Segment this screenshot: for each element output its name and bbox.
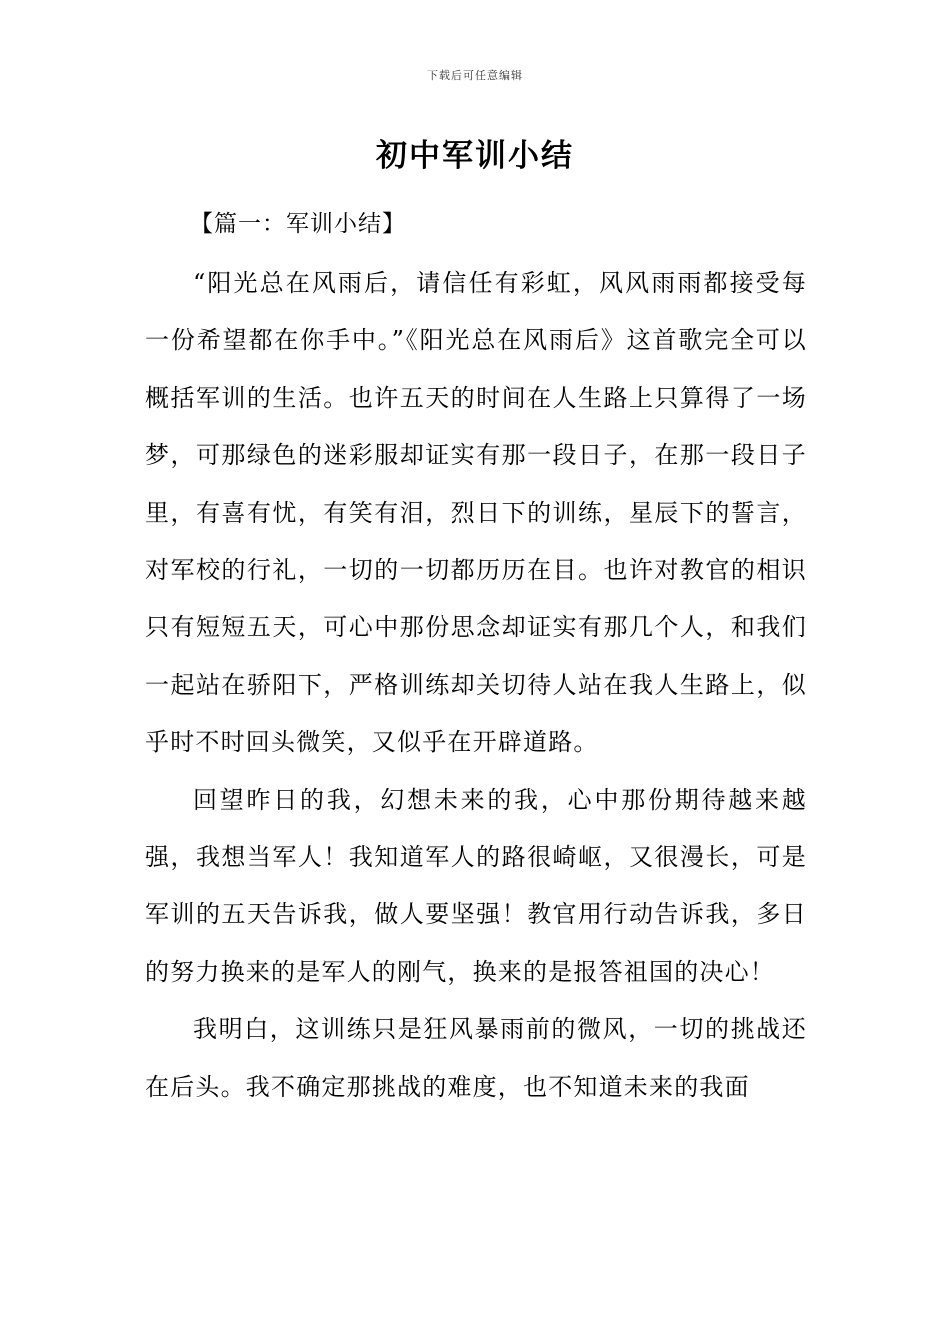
body-text bbox=[145, 255, 807, 1116]
page-title: 初中军训小结 bbox=[376, 138, 574, 174]
header-note: 下载后可任意编辑 bbox=[427, 69, 523, 82]
section-heading: 【篇一：军训小结】 bbox=[190, 211, 406, 237]
paragraph: “阳光总在风雨后，请信任有彩虹，风风雨雨都接受每一份希望都在你手中。”《阳光总在风雨后》这首歌完全可以概括军训的生活。也许五天的时间在人生路上只算得了一场梦，可那绿色的迷彩服却证实有那一段日子，在那一段日子里，有喜有忧，有笑有泪，烈日下的训练，星辰下的誓言，对军校的行礼，一切的一切都历历在目。也许对教官的相识只有短短五天，可心中那份思念却证实有那几个人，和我们一起站在骄阳下，严格训练却关切待人站在我人生路上，似乎时不时回头微笑，又似乎在开辟道路。 bbox=[145, 269, 807, 757]
paragraph: 回望昨日的我，幻想未来的我，心中那份期待越来越强，我想当军人！我知道军人的路很崎岖，又很漫长，可是军训的五天告诉我，做人要坚强！教官用行动告诉我，多日的努力换来的是军人的刚气，换来的是报答祖国的决心！ bbox=[145, 785, 807, 986]
paragraph: 我明白，这训练只是狂风暴雨前的微风，一切的挑战还在后头。我不确定那挑战的难度，也不知道未来的我面 bbox=[145, 1015, 807, 1101]
